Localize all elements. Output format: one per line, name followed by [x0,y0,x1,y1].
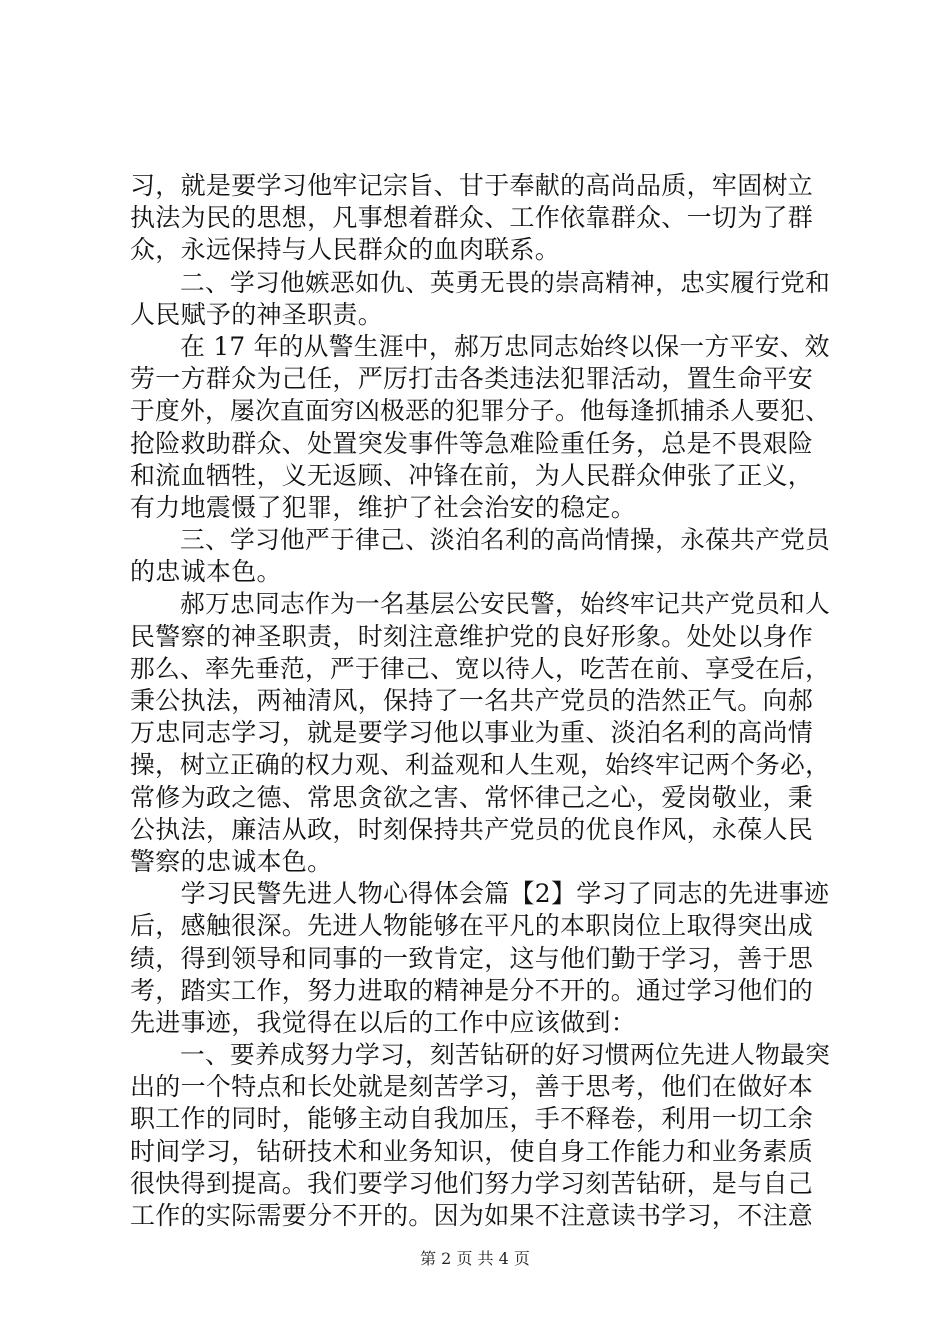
text-line: 操，树立正确的权力观、利益观和人生观，始终牢记两个务必， [130,750,831,780]
text-line: 执法为民的思想，凡事想着群众、工作依靠群众、一切为了群 [130,203,814,233]
text-line: 后，感触很深。先进人物能够在平凡的本职岗位上取得突出成 [130,911,814,941]
text-line: 职工作的同时，能够主动自我加压，手不释卷，利用一切工余 [130,1104,814,1134]
text-line: 绩，得到领导和同事的一致肯定，这与他们勤于学习，善于思 [130,943,814,973]
text-line: 郝万忠同志作为一名基层公安民警，始终牢记共产党员和人 [130,589,831,619]
text-line: 人民赋予的神圣职责。 [130,299,384,329]
text-line: 二、学习他嫉恶如仇、英勇无畏的崇高精神，忠实履行党和 [130,267,831,297]
text-line: 公执法，廉洁从政，时刻保持共产党员的优良作风，永葆人民 [130,814,814,844]
text-line: 一、要养成努力学习，刻苦钻研的好习惯两位先进人物最突 [130,1040,831,1070]
text-line: 众，永远保持与人民群众的血肉联系。 [130,235,561,265]
text-line: 工作的实际需要分不开的。因为如果不注意读书学习，不注意 [130,1201,814,1230]
text-line: 先进事迹，我觉得在以后的工作中应该做到： [130,1007,637,1037]
text-line: 万忠同志学习，就是要学习他以事业为重、淡泊名利的高尚情 [130,718,814,748]
text-line: 时间学习，钻研技术和业务知识，使自身工作能力和业务素质 [130,1136,814,1166]
text-line: 出的一个特点和长处就是刻苦学习，善于思考，他们在做好本 [130,1072,814,1102]
text-line: 的忠诚本色。 [130,557,282,587]
text-line: 民警察的神圣职责，时刻注意维护党的良好形象。处处以身作 [130,621,814,651]
text-line: 三、学习他严于律己、淡泊名利的高尚情操，永葆共产党员 [130,525,831,555]
text-line: 考，踏实工作，努力进取的精神是分不开的。通过学习他们的 [130,975,814,1005]
text-line: 很快得到提高。我们要学习他们努力学习刻苦钻研，是与自己 [130,1168,814,1198]
text-line: 那么、率先垂范，严于律己、宽以待人，吃苦在前、享受在后， [130,653,831,683]
text-line: 有力地震慑了犯罪，维护了社会治安的稳定。 [130,492,637,522]
text-line: 于度外，屡次直面穷凶极恶的犯罪分子。他每逢抓捕杀人要犯、 [130,396,831,426]
text-line: 抢险救助群众、处置突发事件等急难险重任务，总是不畏艰险 [130,428,814,458]
page-footer: 第 2 页 共 4 页 [420,1249,530,1268]
text-line: 劳一方群众为己任，严厉打击各类违法犯罪活动，置生命平安 [130,364,814,394]
document-body [130,170,830,1232]
text-line: 学习民警先进人物心得体会篇【2】学习了同志的先进事迹 [130,879,830,909]
text-line: 习，就是要学习他牢记宗旨、甘于奉献的高尚品质，牢固树立 [130,171,814,200]
text-line: 秉公执法，两袖清风，保持了一名共产党员的浩然正气。向郝 [130,686,814,715]
text-line: 常修为政之德、常思贪欲之害、常怀律己之心，爱岗敬业，秉 [130,782,814,812]
text-line: 和流血牺牲，义无返顾、冲锋在前，为人民群众伸张了正义， [130,460,814,490]
text-line: 警察的忠诚本色。 [130,846,333,876]
text-line: 在 17 年的从警生涯中，郝万忠同志始终以保一方平安、效 [130,331,830,361]
